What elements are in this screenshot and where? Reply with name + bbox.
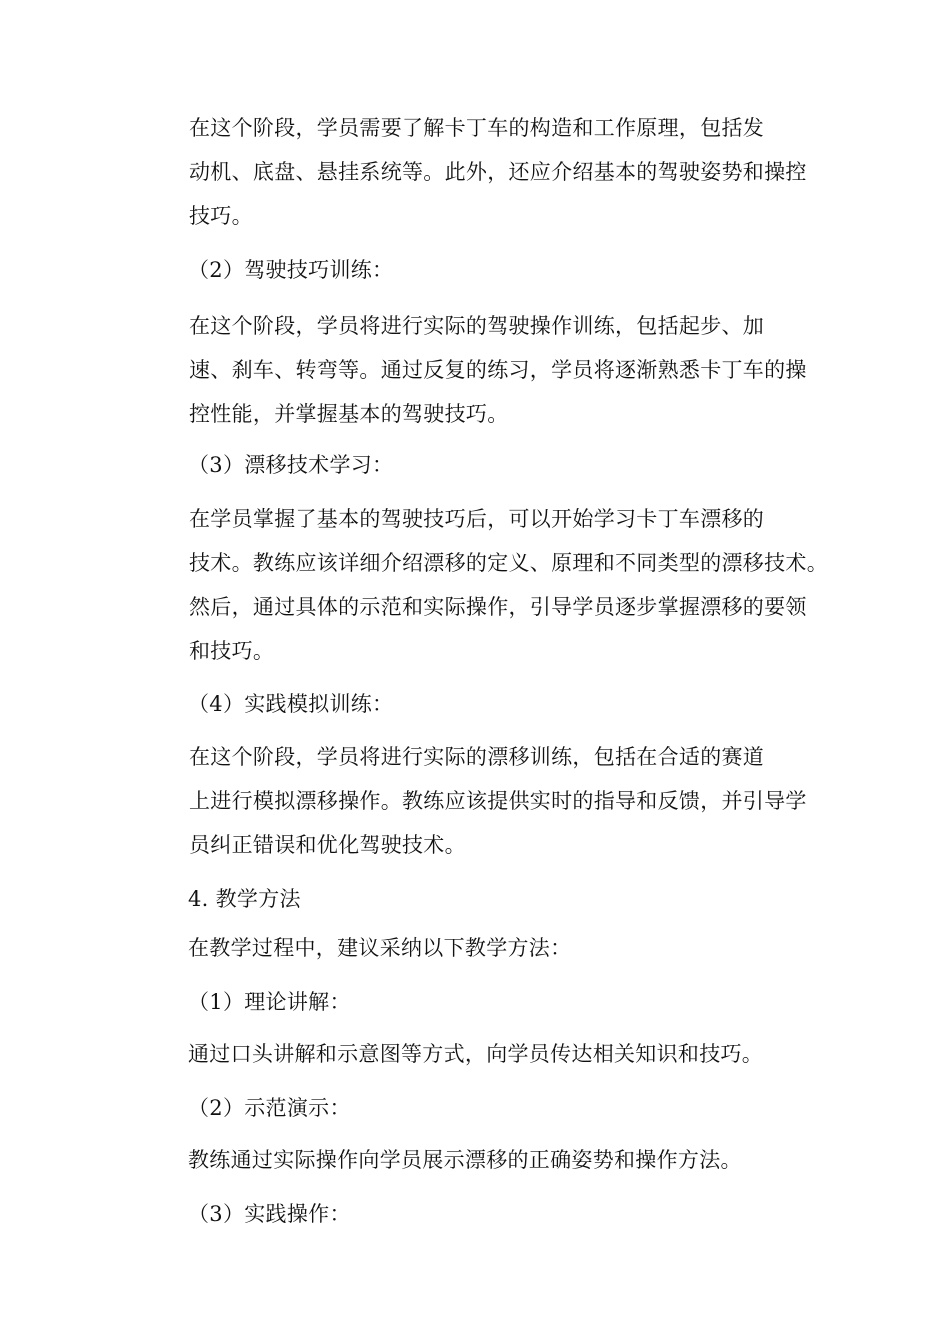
section-heading-teaching-methods: 4. 教学方法 [188, 887, 301, 911]
text-line: 在这个阶段，学员需要了解卡丁车的构造和工作原理，包括发 [189, 116, 765, 140]
line-demonstration: 教练通过实际操作向学员展示漂移的正确姿势和操作方法。 [188, 1148, 742, 1172]
subheading-theory-lecture: （1）理论讲解： [188, 990, 351, 1014]
subheading-practice-simulation: （4）实践模拟训练： [188, 692, 394, 716]
text-line: 控性能，并掌握基本的驾驶技巧。 [189, 402, 509, 426]
text-line: 上进行模拟漂移操作。教练应该提供实时的指导和反馈，并引导学 [189, 789, 807, 813]
subheading-hands-on-practice: （3）实践操作： [188, 1202, 351, 1226]
text-line: 速、刹车、转弯等。通过反复的练习，学员将逐渐熟悉卡丁车的操 [189, 358, 807, 382]
text-line: 在学员掌握了基本的驾驶技巧后，可以开始学习卡丁车漂移的 [189, 507, 765, 531]
subheading-drift-technique: （3）漂移技术学习： [188, 453, 394, 477]
intro-line-teaching-methods: 在教学过程中，建议采纳以下教学方法： [188, 936, 572, 960]
subheading-driving-skills: （2）驾驶技巧训练： [188, 258, 394, 282]
text-line: 动机、底盘、悬挂系统等。此外，还应介绍基本的驾驶姿势和操控 [189, 160, 807, 184]
paragraph-practice-simulation [145, 735, 813, 867]
text-line: 在这个阶段，学员将进行实际的漂移训练，包括在合适的赛道 [189, 745, 765, 769]
text-line: 技巧。 [189, 204, 253, 228]
text-line: 技术。教练应该详细介绍漂移的定义、原理和不同类型的漂移技术。 [189, 551, 828, 575]
text-line: 员纠正错误和优化驾驶技术。 [189, 833, 466, 857]
paragraph-basic-knowledge [145, 106, 813, 238]
subheading-demonstration: （2）示范演示： [188, 1096, 351, 1120]
text-line: 和技巧。 [189, 639, 275, 663]
line-theory-lecture: 通过口头讲解和示意图等方式，向学员传达相关知识和技巧。 [188, 1042, 764, 1066]
paragraph-driving-skills [145, 304, 813, 436]
paragraph-drift-technique [145, 497, 828, 673]
text-line: 在这个阶段，学员将进行实际的驾驶操作训练，包括起步、加 [189, 314, 765, 338]
text-line: 然后，通过具体的示范和实际操作，引导学员逐步掌握漂移的要领 [189, 595, 807, 619]
